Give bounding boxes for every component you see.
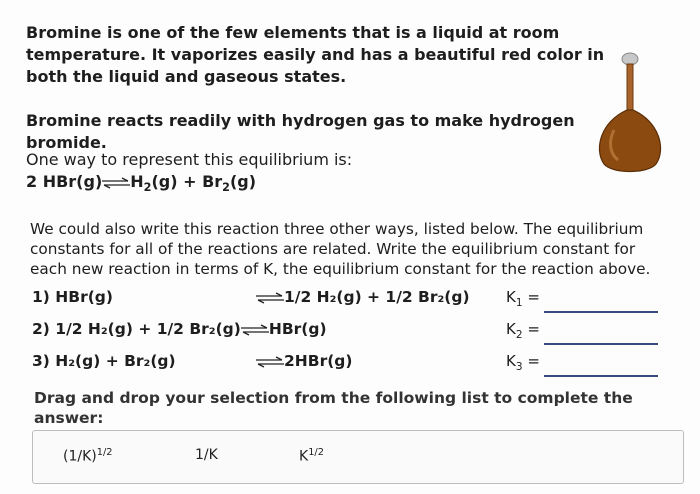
k1-subscript: 1 (515, 297, 523, 309)
equilibrium-arrow-icon (241, 324, 269, 336)
intro-line-1: Bromine is one of the few elements that is a liquid at room (26, 23, 560, 42)
choice-sqrt-reciprocal-k[interactable] (63, 447, 113, 465)
k2-symbol: K (506, 320, 516, 338)
main-equation (26, 172, 256, 194)
reaction-description-line-2: bromide. (26, 133, 107, 152)
reaction-3-products: 2HBr(g) (284, 352, 353, 370)
reaction-description (26, 110, 575, 154)
equilibrium-intro: One way to represent this equilibrium is: (26, 150, 353, 169)
k3-equals: = (527, 352, 540, 370)
drag-instructions-line-2: answer: (34, 409, 104, 427)
k2-equals: = (527, 320, 540, 338)
k1-equals: = (527, 288, 540, 306)
instructions-line-1: We could also write this reaction three other ways, listed below. The equilibrium (30, 220, 644, 238)
reaction-3-number: 3) (32, 352, 50, 370)
reaction-1-products: 1/2 H₂(g) + 1/2 Br₂(g) (284, 288, 470, 306)
k2-subscript: 2 (515, 329, 523, 341)
k3-answer-blank[interactable] (544, 375, 658, 377)
main-equation-right-h: H (130, 172, 144, 191)
intro-line-2: temperature. It vaporizes easily and has a beautiful red color in (26, 45, 605, 64)
main-equation-sub-br: 2 (222, 181, 230, 195)
k3-label (506, 352, 540, 373)
main-equation-left: 2 HBr(g) (26, 172, 103, 191)
equilibrium-arrow-icon (256, 292, 284, 304)
choice-1-base: (1/K) (63, 448, 97, 465)
intro-paragraph (26, 22, 604, 88)
reaction-1-right (256, 288, 470, 306)
instructions-line-2: constants for all of the reactions are related. Write the equilibrium constant for (30, 240, 636, 258)
drag-instructions-line-1: Drag and drop your selection from the following list to complete the (34, 389, 633, 407)
reaction-2-number: 2) (32, 320, 50, 338)
reaction-1-number: 1) (32, 288, 50, 306)
reaction-description-line-1: Bromine reacts readily with hydrogen gas to make hydrogen (26, 111, 575, 130)
instructions-line-3: each new reaction in terms of K, the equilibrium constant for the reaction above. (30, 260, 651, 278)
bromine-flask-image (590, 50, 670, 180)
reaction-1-reactants: HBr(g) (55, 288, 113, 306)
k2-label (506, 320, 540, 341)
choice-3-base: K (299, 448, 309, 465)
choice-1-exponent: 1/2 (96, 447, 113, 458)
k1-label (506, 288, 540, 309)
main-equation-sub-h: 2 (143, 181, 152, 195)
k3-symbol: K (506, 352, 516, 370)
choice-3-exponent: 1/2 (308, 447, 324, 458)
equilibrium-arrow-icon (256, 356, 284, 368)
reaction-1-left (32, 288, 113, 306)
main-equation-right-end: (g) (229, 172, 257, 191)
answer-choices-box (32, 430, 684, 484)
reaction-2-products: HBr(g) (268, 320, 327, 338)
intro-line-3: both the liquid and gaseous states. (26, 67, 347, 86)
reaction-3-left (32, 352, 176, 370)
instructions-paragraph (30, 219, 650, 279)
reaction-3-reactants: H₂(g) + Br₂(g) (55, 352, 176, 370)
choice-2-base: 1/K (195, 447, 218, 463)
k1-symbol: K (506, 288, 516, 306)
reaction-2-left (32, 320, 327, 338)
choice-reciprocal-k[interactable] (195, 447, 218, 463)
equilibrium-arrow-icon (102, 177, 130, 189)
choice-sqrt-k[interactable] (299, 447, 324, 465)
reaction-2-reactants: 1/2 H₂(g) + 1/2 Br₂(g) (55, 320, 241, 338)
main-equation-right-mid: (g) + Br (151, 172, 223, 191)
reaction-3-right (256, 352, 352, 370)
drag-instructions (34, 388, 633, 428)
k3-subscript: 3 (515, 361, 523, 373)
k1-answer-blank[interactable] (544, 311, 658, 313)
k2-answer-blank[interactable] (544, 343, 658, 345)
